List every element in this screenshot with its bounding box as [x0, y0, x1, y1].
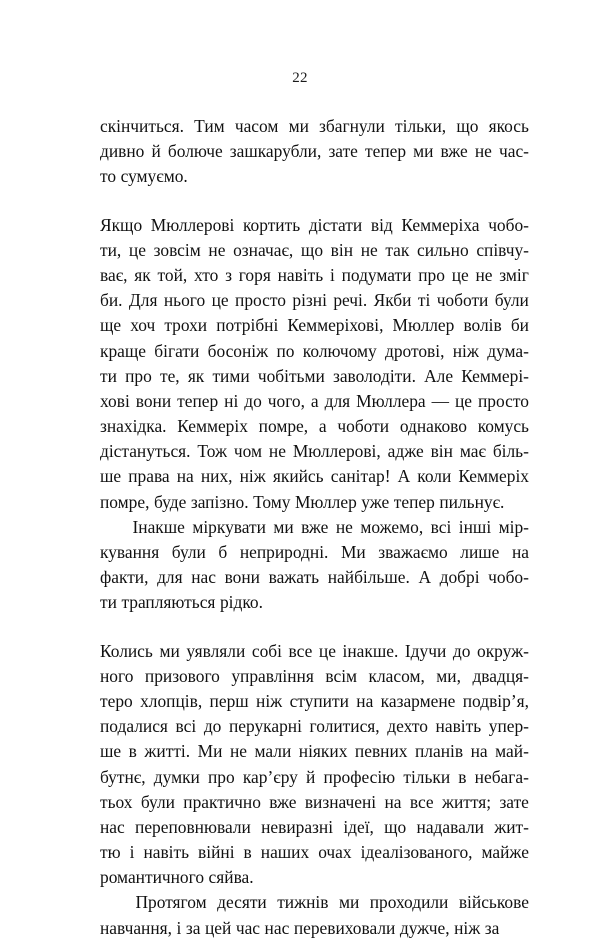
word: це	[211, 290, 229, 311]
word: дужче,	[399, 917, 450, 938]
word: буде	[153, 491, 187, 512]
word: дума-	[487, 340, 529, 361]
word: ми	[338, 892, 360, 913]
word: важать	[268, 567, 320, 588]
word: ідеї,	[343, 816, 374, 837]
word: про	[208, 766, 235, 787]
word: співчу-	[476, 239, 529, 260]
word: ти	[100, 592, 117, 613]
word: Якби	[373, 290, 412, 311]
word: інакше.	[342, 640, 399, 661]
word: ми,	[436, 665, 461, 686]
word: ніж	[239, 466, 266, 487]
word: зміг	[499, 264, 529, 285]
word: має	[459, 441, 486, 462]
word: не	[335, 516, 353, 537]
word: ми	[288, 116, 309, 136]
word: всі	[175, 716, 197, 737]
text-line	[100, 790, 529, 815]
word: знахідка.	[100, 416, 167, 437]
word: вони	[224, 567, 260, 588]
word: нього	[163, 290, 206, 311]
word: що	[300, 239, 324, 260]
word: дротові,	[384, 340, 445, 361]
word: не	[229, 741, 247, 762]
word: і	[329, 264, 335, 285]
word: наших	[260, 842, 310, 863]
word: не	[360, 239, 378, 260]
word: би	[510, 315, 529, 336]
word: означає,	[233, 239, 294, 260]
word: управління	[231, 665, 314, 686]
text-line	[100, 114, 529, 139]
word: них,	[200, 466, 233, 487]
page-number: 22	[292, 70, 308, 86]
word: Мюллер	[392, 315, 455, 336]
paragraph	[100, 639, 529, 891]
text-line	[100, 139, 529, 164]
word: дістануться.	[100, 441, 191, 462]
word: казармене	[380, 690, 456, 711]
text-line	[100, 689, 529, 714]
word: хові	[100, 390, 130, 411]
word: б	[218, 542, 228, 562]
word: би.	[100, 290, 123, 311]
word: не	[474, 141, 492, 162]
word: надавали	[416, 816, 484, 837]
word: ми	[413, 141, 434, 162]
word: Кеммеріх	[458, 466, 529, 487]
word: не	[268, 441, 286, 462]
word: це	[318, 640, 336, 661]
word: Для	[128, 290, 158, 311]
word: найбільше.	[327, 567, 410, 588]
word: болюче	[167, 141, 223, 162]
word: ше	[100, 741, 122, 762]
word: практично	[183, 791, 261, 812]
word: зате	[328, 141, 358, 162]
word: Інакше	[132, 516, 185, 537]
word: чобо-	[488, 567, 529, 588]
word: тепер	[393, 491, 435, 512]
word: просто	[235, 290, 286, 311]
word: думки	[153, 766, 200, 787]
word: чобо-	[488, 214, 529, 235]
word: ти	[100, 365, 117, 386]
paragraph	[100, 515, 529, 616]
word: на	[356, 690, 374, 711]
word: лише	[460, 542, 500, 562]
word: Кеммері-	[461, 365, 529, 386]
word: перукарні	[228, 716, 302, 737]
word: для	[324, 390, 351, 411]
word: рідко.	[219, 592, 263, 613]
paragraph	[100, 213, 529, 515]
word: однаково	[399, 416, 467, 437]
word: тижнів	[277, 892, 329, 913]
text-line	[100, 490, 529, 515]
word: романтичного	[100, 867, 205, 888]
word: різні	[292, 290, 327, 311]
word: Ідучи	[404, 640, 447, 661]
word: до	[452, 640, 471, 661]
word: тими	[212, 365, 250, 386]
text-line	[100, 714, 529, 739]
word: дивно	[100, 141, 145, 162]
word: адже	[387, 441, 424, 462]
word: все	[288, 640, 313, 661]
word: Кеммеріх	[177, 416, 248, 437]
word: неприродні.	[239, 542, 329, 562]
word: Колись	[100, 640, 153, 661]
word: і	[176, 917, 182, 938]
word: він	[330, 239, 354, 260]
word: за	[484, 917, 500, 938]
word: життя;	[441, 791, 492, 812]
word: сильно	[417, 239, 469, 260]
text-line	[100, 765, 529, 790]
word: ми	[273, 516, 294, 537]
word: тепер	[365, 141, 407, 162]
word: проходили	[369, 892, 449, 913]
text-line	[100, 263, 529, 288]
text-line	[100, 739, 529, 764]
word: збагнули	[319, 116, 385, 136]
word: колючому	[302, 340, 377, 361]
word: хто	[194, 264, 219, 285]
word: чом	[233, 441, 263, 462]
word: уже	[361, 491, 390, 512]
word: цей	[204, 917, 232, 938]
word: невиразні	[261, 816, 334, 837]
text-line	[100, 840, 529, 865]
word: запізно.	[190, 491, 249, 512]
word: теро	[100, 690, 133, 711]
word: міркувати	[192, 516, 266, 537]
word: трохи	[164, 315, 208, 336]
word: Кеммеріха	[401, 214, 480, 235]
word: визначені	[304, 791, 377, 812]
word: не	[208, 239, 226, 260]
text-line	[100, 313, 529, 338]
word: очах	[318, 842, 352, 863]
word: ступити	[289, 690, 349, 711]
word: ніяких	[298, 741, 348, 762]
word: на	[384, 791, 402, 812]
word: коли	[417, 466, 452, 487]
word: подалися	[100, 716, 168, 737]
text-line	[100, 565, 529, 590]
word: переповнювали	[135, 816, 251, 837]
word: Протягом	[135, 892, 207, 913]
word: про	[125, 365, 152, 386]
word: чоботи	[337, 416, 390, 437]
word: подвір’я,	[462, 690, 529, 711]
word: нас	[191, 567, 216, 588]
text-line	[100, 364, 529, 389]
word: —	[431, 390, 449, 411]
word: потрібні	[216, 315, 279, 336]
word: Ми	[197, 741, 223, 762]
word: майже	[481, 842, 529, 863]
word: просто	[477, 390, 529, 411]
word: хоч	[130, 315, 156, 336]
word: що	[384, 816, 407, 837]
word: те,	[159, 365, 180, 386]
word: планів	[415, 741, 464, 762]
word: а	[310, 390, 319, 411]
word: якийсь	[272, 466, 324, 487]
word: це	[454, 390, 472, 411]
word: всі	[430, 516, 452, 537]
text-line	[100, 865, 529, 890]
word: Але	[424, 365, 454, 386]
word: від	[370, 214, 393, 235]
word: собі	[251, 640, 282, 661]
text-line	[100, 288, 529, 313]
word: професію	[323, 766, 396, 787]
word: дехто	[387, 716, 428, 737]
text-line	[100, 464, 529, 489]
word: й	[151, 141, 161, 162]
word: були	[171, 542, 206, 562]
word: ті	[417, 290, 431, 311]
word: інші	[458, 516, 492, 537]
word: ти,	[100, 239, 122, 260]
word: босоніж	[207, 340, 269, 361]
word: голитися,	[309, 716, 380, 737]
word: зовсім	[153, 239, 201, 260]
word: чобітьми	[257, 365, 325, 386]
word: класом,	[368, 665, 425, 686]
word: Тож	[197, 441, 228, 462]
word: тільки,	[395, 116, 447, 136]
word: подумати	[341, 264, 412, 285]
word: ми	[159, 640, 180, 661]
word: він	[430, 441, 453, 462]
text-line	[100, 164, 529, 189]
paragraph	[100, 890, 529, 940]
word: Тому	[253, 491, 291, 512]
word: ні	[224, 390, 239, 411]
word: часом	[234, 116, 279, 136]
text-line	[100, 664, 529, 689]
word: це	[128, 239, 146, 260]
word: навіть	[277, 264, 324, 285]
word: кортить	[242, 214, 301, 235]
word: помре,	[100, 491, 150, 512]
word: тепер	[177, 390, 219, 411]
word: а	[318, 416, 327, 437]
word: про	[418, 264, 445, 285]
word: пильнує.	[439, 491, 505, 512]
word: і	[129, 842, 135, 863]
text-line	[100, 339, 529, 364]
word: Ми	[340, 542, 366, 562]
word: краще	[100, 340, 146, 361]
word: призового	[144, 665, 220, 686]
word: кар’єру	[242, 766, 298, 787]
word: Мюллер	[294, 491, 357, 512]
word: час	[235, 917, 261, 938]
word: навіть	[435, 716, 482, 737]
word: Мюллерові	[150, 214, 235, 235]
word: до	[203, 716, 222, 737]
word: в	[128, 741, 137, 762]
word: зате	[499, 791, 529, 812]
word: тьох	[100, 791, 133, 812]
word: упер-	[488, 716, 529, 737]
word: бутнє,	[100, 766, 146, 787]
word: зашкарубли,	[229, 141, 322, 162]
word: чого,	[267, 390, 305, 411]
word: житті.	[144, 741, 191, 762]
word: жит-	[494, 816, 529, 837]
word: були	[494, 290, 529, 311]
word: дістати	[308, 214, 363, 235]
word: факти,	[100, 567, 149, 588]
word: на	[470, 741, 488, 762]
word: навіть	[143, 842, 190, 863]
word: час-	[498, 141, 529, 162]
word: А	[418, 567, 431, 588]
word: ше	[100, 466, 122, 487]
word: комусь	[477, 416, 529, 437]
word: десяти	[217, 892, 267, 913]
word: то	[100, 166, 117, 187]
word: навчання,	[100, 917, 172, 938]
word: помре,	[258, 416, 309, 437]
word: волів	[463, 315, 502, 336]
word: перш	[209, 690, 249, 711]
word: горя	[238, 264, 271, 285]
word: уявляли	[186, 640, 246, 661]
word: якось	[488, 116, 529, 136]
word: А	[397, 466, 411, 487]
word: ідеалізованого,	[360, 842, 473, 863]
text-line	[100, 540, 529, 565]
text-line	[100, 389, 529, 414]
text-line	[100, 639, 529, 664]
word: тю	[100, 842, 121, 863]
word: ніж	[452, 340, 479, 361]
word: скінчиться.	[100, 116, 184, 136]
word: ще	[100, 315, 122, 336]
word: май-	[495, 741, 529, 762]
word: двадця-	[472, 665, 529, 686]
word: небага-	[474, 766, 529, 787]
text-line	[100, 439, 529, 464]
word: ває,	[100, 264, 128, 285]
word: перевиховали	[293, 917, 396, 938]
word: речі.	[333, 290, 368, 311]
word: як	[134, 264, 151, 285]
word: Кеммеріхові,	[287, 315, 384, 336]
word: були	[140, 791, 175, 812]
word: Тим	[194, 116, 225, 136]
page-text-block	[100, 114, 529, 941]
word: нас	[100, 816, 125, 837]
word: Мюллера	[356, 390, 426, 411]
word: ніж	[256, 690, 283, 711]
word: кування	[100, 542, 160, 562]
word: бігати	[154, 340, 200, 361]
word: біль-	[492, 441, 529, 462]
word: вже	[301, 516, 329, 537]
word: ніж	[454, 917, 481, 938]
word: санітар!	[330, 466, 391, 487]
word: окруж-	[477, 640, 529, 661]
word: що	[456, 116, 479, 136]
word: зважаємо	[378, 542, 448, 562]
word: так	[385, 239, 410, 260]
word: все	[409, 791, 434, 812]
word: військове	[458, 892, 529, 913]
word: з	[225, 264, 232, 285]
word: за	[185, 917, 201, 938]
text-line	[100, 213, 529, 238]
text-line	[100, 238, 529, 263]
word: на	[176, 466, 194, 487]
text-line	[100, 515, 529, 540]
word: заволодіти.	[332, 365, 416, 386]
word: Мюллерові,	[292, 441, 381, 462]
word: сумуємо.	[120, 166, 188, 187]
paragraph	[100, 114, 529, 190]
word: на	[511, 542, 529, 562]
word: в	[243, 842, 252, 863]
text-line	[100, 890, 529, 915]
word: всім	[325, 665, 358, 686]
word: мір-	[498, 516, 529, 537]
word: можемо,	[360, 516, 424, 537]
word: війні	[198, 842, 235, 863]
word: для	[157, 567, 183, 588]
word: в	[458, 766, 467, 787]
word: вже	[440, 141, 468, 162]
text-line	[100, 815, 529, 840]
word: й	[306, 766, 316, 787]
word: трапляються	[121, 592, 216, 613]
word: нас	[264, 917, 290, 938]
word: добрі	[439, 567, 480, 588]
word: тільки	[403, 766, 451, 787]
word: права	[128, 466, 170, 487]
word: той,	[157, 264, 188, 285]
word: до	[244, 390, 262, 411]
word: вже	[269, 791, 297, 812]
word: ного	[100, 665, 134, 686]
word: це	[451, 264, 469, 285]
word: Якщо	[100, 214, 143, 235]
word: як	[187, 365, 205, 386]
text-line	[100, 590, 529, 615]
text-line	[100, 916, 529, 941]
word: сяйва.	[208, 867, 254, 888]
word: чоботи	[436, 290, 489, 311]
word: вони	[135, 390, 172, 411]
word: мали	[254, 741, 292, 762]
word: хлопців,	[140, 690, 203, 711]
word: по	[276, 340, 295, 361]
text-line	[100, 414, 529, 439]
word: певних	[354, 741, 408, 762]
word: не	[475, 264, 493, 285]
